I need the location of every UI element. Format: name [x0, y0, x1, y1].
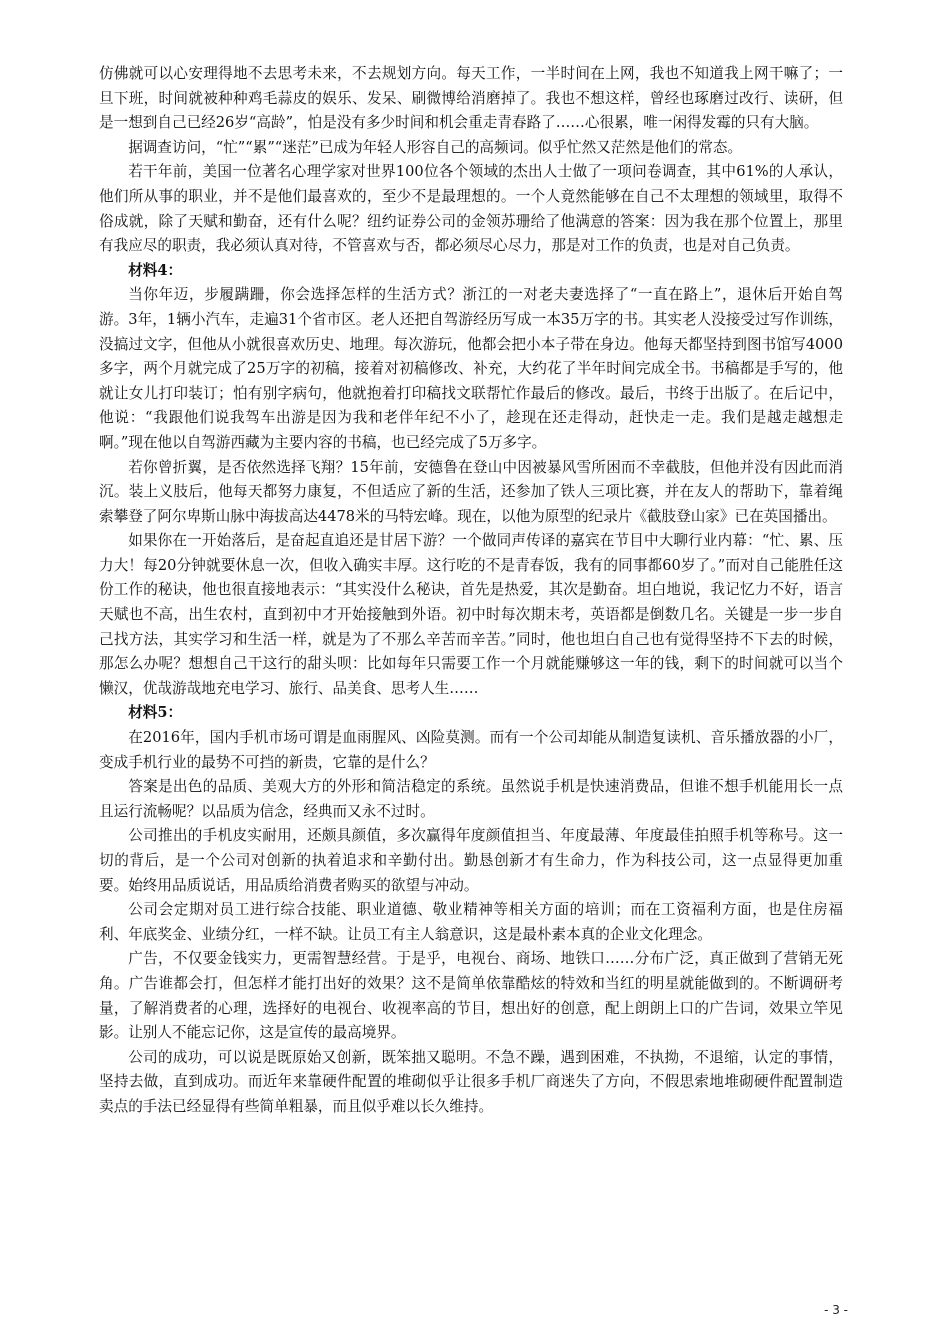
- paragraph-quality: 答案是出色的品质、美观大方的外形和简洁稳定的系统。虽然说手机是快速消费品，但谁不想手机能用长一点且运行流畅呢？以品质为信念，经典而又永不过时。: [99, 778, 843, 820]
- paragraph-advertising: 广告，不仅要金钱实力，更需智慧经营。于是乎，电视台、商场、地铁口……分布广泛，真正做到了营销无死角。广告谁都会打，但怎样才能打出好的效果？这不是简单依靠酷炫的特效和当红的明星就能做到的。不断调研考量，了解消费者的心理，选择好的电视台、收视率高的节目，想出好的创意，配上朗朗上口的广告词，效果立竿见影。让别人不能忘记你，这是宣传的最高境界。: [99, 950, 843, 1042]
- paragraph-phone-market: 在2016年，国内手机市场可谓是血雨腥风、凶险莫测。而有一个公司却能从制造复读机、音乐播放器的小厂，变成手机行业的最势不可挡的新贵，它靠的是什么？: [99, 729, 843, 771]
- document-body: [99, 62, 843, 1120]
- paragraph-innovation: 公司推出的手机皮实耐用，还颇具颜值，多次赢得年度颜值担当、年度最薄、年度最佳拍照手机等称号。这一切的背后，是一个公司对创新的执着追求和辛勤付出。勤恳创新才有生命力，作为科技公司，这一点显得更加重要。始终用品质说话，用品质给消费者购买的欲望与冲动。: [99, 827, 843, 894]
- paragraph-interpreter: 如果你在一开始落后，是奋起直追还是甘居下游？一个做同声传译的嘉宾在节目中大聊行业内幕：“忙、累、压力大！每20分钟就要休息一次，但收入确实丰厚。这行吃的不是青春饭，我有的同事都60岁了。”而对自己能胜任这份工作的秘诀，他也很直接地表示：“其实没什么秘诀，首先是热爱，其次是勤奋。坦白地说，我记忆力不好，语言天赋也不高，出生农村，直到初中才开始接触到外语。初中时每次期末考，英语都是倒数几名。关键是一步一步自己找方法，其实学习和生活一样，就是为了不那么辛苦而辛苦。”同时，他也坦白自己也有觉得坚持不下去的时候，那怎么办呢？想想自己干这行的甜头呗：比如每年只需要工作一个月就能赚够这一年的钱，剩下的时间就可以当个懒汉，优哉游哉地充电学习、旅行、品美食、思考人生……: [99, 532, 843, 697]
- page-number: - 3 -: [824, 1303, 848, 1317]
- paragraph-elderly-couple: 当你年迈，步履蹒跚，你会选择怎样的生活方式？浙江的一对老夫妻选择了“一直在路上”，退休后开始自驾游。3年，1辆小汽车，走遍31个省市区。老人还把自驾游经历写成一本35万字的书。其实老人没接受过写作训练，没搞过文字，但他从小就很喜欢历史、地理。每次游玩，他都会把小本子带在身边。他每天都坚持到图书馆写4000多字，两个月就完成了25万字的初稿，接着对初稿修改、补充，大约花了半年时间完成全书。书稿都是手写的，他就让女儿打印装订；怕有别字病句，他就抱着打印稿找文联帮忙作最后的修改。最后，书终于出版了。在后记中，他说：“我跟他们说我驾车出游是因为我和老伴年纪不小了，趁现在还走得动，赶快走一走。我们是越走越想走啊。”现在他以自驾游西藏为主要内容的书稿，也已经完成了5万多字。: [99, 286, 843, 451]
- paragraph-success: 公司的成功，可以说是既原始又创新，既笨拙又聪明。不急不躁，遇到困难，不执拗，不退缩，认定的事情，坚持去做，直到成功。而近年来靠硬件配置的堆砌似乎让很多手机厂商迷失了方向，不假思索地堆砌硬件配置制造卖点的手法已经显得有些简单粗暴，而且似乎难以长久维持。: [99, 1048, 843, 1115]
- paragraph-andrew: 若你曾折翼，是否依然选择飞翔？15年前，安德鲁在登山中因被暴风雪所困而不幸截肢，但他并没有因此而消沉。装上义肢后，他每天都努力康复，不但适应了新的生活，还参加了铁人三项比赛，并在友人的帮助下，靠着绳索攀登了阿尔卑斯山脉中海拔高达4478米的马特宏峰。现在，以他为原型的纪录片《截肢登山家》已在英国播出。: [99, 458, 843, 525]
- material-4-heading: 材料4：: [128, 261, 183, 279]
- material-5-heading: 材料5：: [128, 704, 183, 722]
- paragraph-psychologist: 若干年前，美国一位著名心理学家对世界100位各个领域的杰出人士做了一项问卷调查，其中61%的人承认，他们所从事的职业，并不是他们最喜欢的，至少不是最理想的。一个人竟然能够在自己不太理想的领域里，取得不俗成就，除了天赋和勤奋，还有什么呢？纽约证券公司的金领苏珊给了他满意的答案：因为我在那个位置上，那里有我应尽的职责，我必须认真对待，不管喜欢与否，都必须尽心尽力，那是对工作的负责，也是对自己负责。: [99, 163, 843, 255]
- paragraph-continuation: 仿佛就可以心安理得地不去思考未来，不去规划方向。每天工作，一半时间在上网，我也不知道我上网干嘛了；一旦下班，时间就被种种鸡毛蒜皮的娱乐、发呆、刷微博给消磨掉了。我也不想这样，曾经也琢磨过改行、读研，但是一想到自己已经26岁“高龄”，怕是没有多少时间和机会重走青春路了……心很累，唯一闲得发霉的只有大脑。: [99, 65, 843, 132]
- paragraph-employees: 公司会定期对员工进行综合技能、职业道德、敬业精神等相关方面的培训；而在工资福利方面，也是住房福利、年底奖金、业绩分红，一样不缺。让员工有主人翁意识，这是最朴素本真的企业文化理念。: [99, 901, 843, 943]
- paragraph-survey: 据调查访问，“忙”“累”“迷茫”已成为年轻人形容自己的高频词。似乎忙然又茫然是他们的常态。: [128, 138, 743, 156]
